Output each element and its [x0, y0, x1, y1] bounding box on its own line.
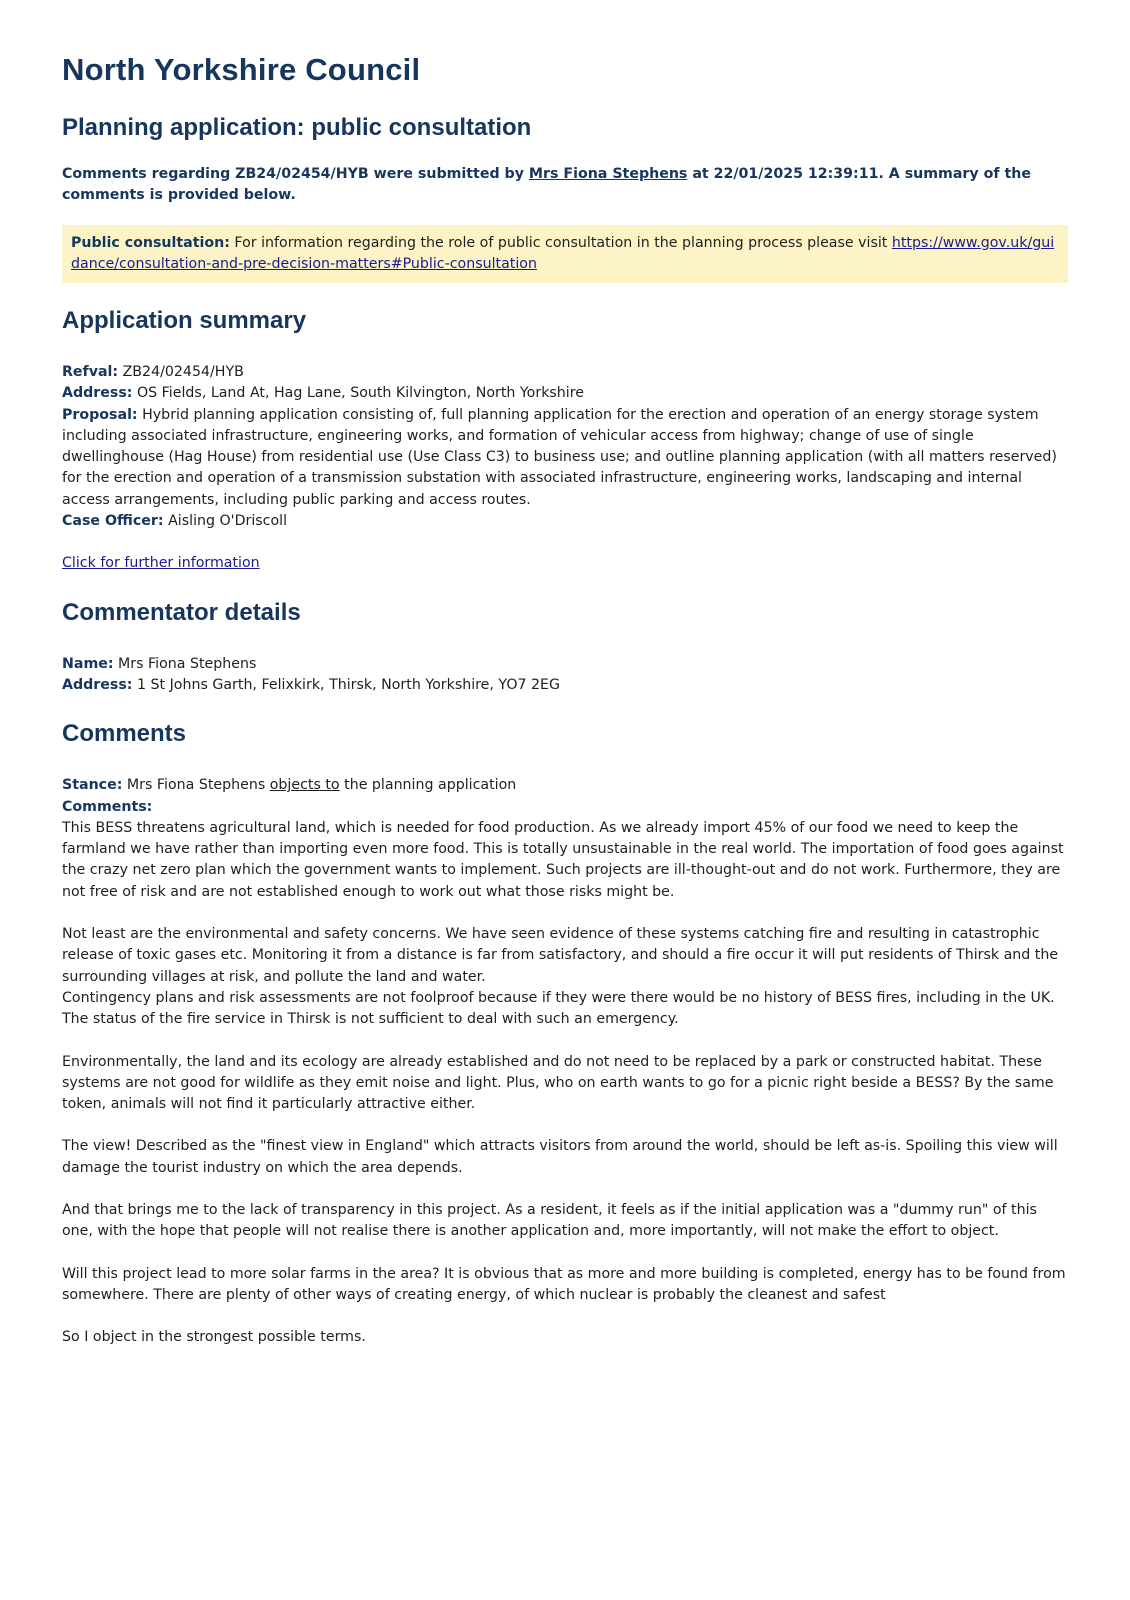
- consultation-notice: [62, 225, 1068, 283]
- refval-value: ZB24/02454/HYB: [118, 364, 244, 380]
- application-summary-heading: Application summary: [62, 307, 307, 334]
- proposal-row: [62, 405, 1068, 511]
- proposal-label: Proposal:: [62, 406, 138, 423]
- council-name: North Yorkshire Council: [62, 52, 421, 87]
- comment-paragraph: The view! Described as the "finest view in England" which attracts visitors from around the world, should be left as-is. Spoiling this view will damage the tourist industry on which the area depends.: [62, 1138, 1058, 1176]
- commentator-name-label: Name:: [62, 655, 114, 672]
- refval-label: Refval:: [62, 364, 119, 380]
- comment-paragraph: Environmentally, the land and its ecology are already established and do not need to be replaced by a park or constructed habitat. These systems are not good for wildlife as they emit noise and light. Plus, who on earth wants to go for a picnic right beside a BESS? By the same token, animals will not find it particularly attractive either.: [62, 1053, 1054, 1113]
- comment-paragraph: So I object in the strongest possible terms.: [62, 1329, 366, 1346]
- stance-value: objects to: [269, 777, 340, 794]
- notice-text: For information regarding the role of public consultation in the planning process please visit: [229, 235, 892, 251]
- commenter-link[interactable]: Mrs Fiona Stephens: [528, 166, 688, 182]
- intro-before: Comments regarding ZB24/02454/HYB were submitted by: [62, 166, 529, 182]
- case-officer-label: Case Officer:: [62, 513, 164, 530]
- commentator-address-label: Address:: [62, 676, 133, 693]
- commentator-address: 1 St Johns Garth, Felixkirk, Thirsk, North Yorkshire, YO7 2EG: [132, 676, 561, 693]
- comment-paragraph: And that brings me to the lack of transparency in this project. As a resident, it feels as if the initial application was a "dummy run" of this one, with the hope that people will not realise there is another application and, more importantly, will not make the effort to object.: [62, 1202, 1037, 1240]
- comment-paragraph: This BESS threatens agricultural land, which is needed for food production. As we already import 45% of our food we need to keep the farmland we have rather than importing even more food. This is totally unsustainable in the real world. The importation of food goes against the crazy net zero plan which the government wants to implement. Such projects are ill-thought-out and do not work. Furthermore, they are not free of risk and are not established enough to work out what those risks might be.: [62, 819, 1064, 900]
- case-officer-value: Aisling O'Driscoll: [163, 513, 288, 530]
- application-summary: [62, 362, 1068, 575]
- commentator-name-row: [62, 654, 1068, 675]
- stance-before: Mrs Fiona Stephens: [122, 777, 270, 794]
- commentator-details-heading: Commentator details: [62, 598, 301, 626]
- address-value: OS Fields, Land At, Hag Lane, South Kilvington, North Yorkshire: [132, 385, 584, 402]
- consultation-guidance-link[interactable]: https://www.gov.uk/guidance/consultation-and-pre-decision-matters#Public-consultation: [71, 235, 1055, 272]
- stance-row: [62, 775, 1068, 796]
- address-label: Address:: [62, 385, 133, 402]
- commentator-name: Mrs Fiona Stephens: [113, 655, 257, 672]
- address-row: [62, 383, 1068, 404]
- comment-paragraph: Will this project lead to more solar farms in the area? It is obvious that as more and more building is completed, energy has to be found from somewhere. There are plenty of other ways of creating energy, of which nuclear is probably the cleanest and safest: [62, 1265, 1066, 1303]
- case-officer-row: [62, 511, 1068, 532]
- comments-label: Comments:: [62, 798, 153, 815]
- refval-row: [62, 362, 1068, 383]
- stance-after: the planning application: [339, 777, 517, 794]
- comment-paragraph: Not least are the environmental and safety concerns. We have seen evidence of these systems catching fire and resulting in catastrophic release of toxic gases etc. Monitoring it from a distance is far from satisfactory, and should a fire occur it will put residents of Thirsk and the surrounding villages at risk, and pollute the land and water.: [62, 926, 1059, 985]
- page-title: Planning application: public consultation: [62, 114, 532, 141]
- commentator-details: [62, 654, 1068, 697]
- commentator-address-row: [62, 675, 1068, 696]
- submission-intro: [62, 164, 1068, 206]
- notice-label: Public consultation:: [71, 235, 230, 251]
- comments-body: [62, 775, 1068, 1348]
- comment-paragraph: Contingency plans and risk assessments are not foolproof because if they were there would be no history of BESS fires, including in the UK. The status of the fire service in Thirsk is not sufficient to deal with such an emergency.: [62, 989, 1055, 1028]
- proposal-value: Hybrid planning application consisting of, full planning application for the erection and operation of an energy storage system including associated infrastructure, engineering works, and formation of vehicular access from highway; change of use of single dwellinghouse (Hag House) from residential use (Use Class C3) to business use; and outline planning application (with all matters reserved) for the erection and operation of a transmission substation with associated infrastructure, engineering works, landscaping and internal access arrangements, including public parking and access routes.: [62, 406, 1057, 508]
- further-information-link[interactable]: Click for further information: [62, 555, 260, 572]
- stance-label: Stance:: [62, 777, 123, 794]
- comments-heading: Comments: [62, 720, 187, 748]
- intro-after: at 22/01/2025 12:39:11. A summary of the comments is provided below.: [62, 166, 1031, 203]
